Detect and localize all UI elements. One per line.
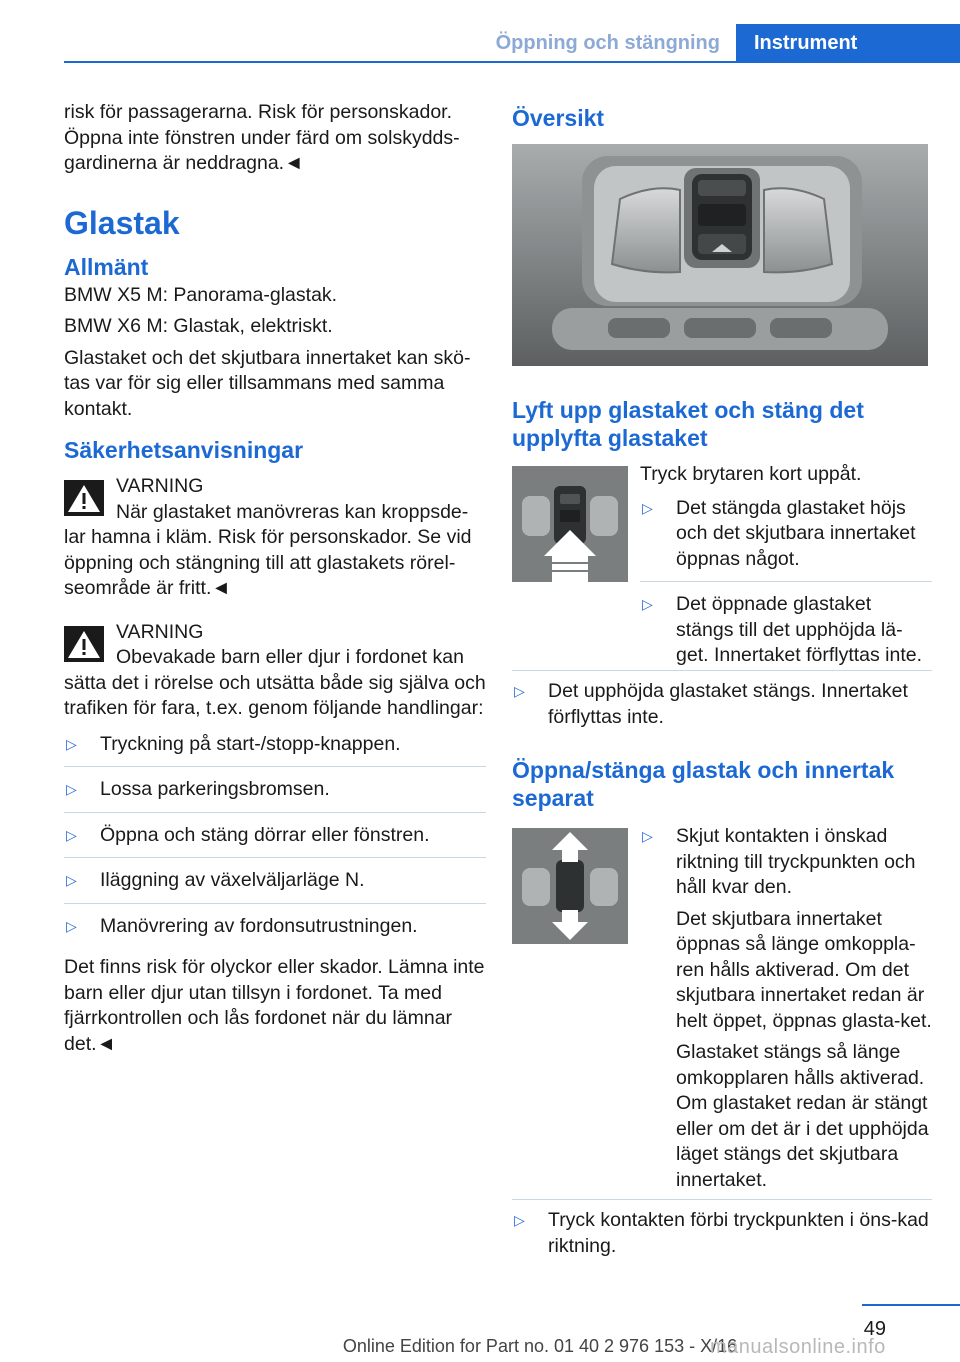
list-item: ▷ Det öppnade glastaket stängs till det upphöjda lä-get. Innertaket förflyttas inte. xyxy=(642,593,923,666)
separate-section xyxy=(512,824,932,1193)
overhead-console-photo xyxy=(512,144,928,366)
closing-text: Det finns risk för olyckor eller skador. Lämna inte barn eller djur utan tillsyn i fordonet. Ta med fjärrkontrollen och lås fordonet när du lämnar det.◄ xyxy=(64,956,485,1055)
separate-paragraph-2: Det skjutbara innertaket öppnas så länge omkoppla-ren hålls aktiverad. Om det skjutbara innertaket redan är helt öppet, öppnas glasta-ket. xyxy=(676,907,932,1032)
header-chapter-tab: Instrument xyxy=(736,24,960,62)
paragraph-x5m: BMW X5 M: Panorama-glastak. xyxy=(64,283,338,306)
switch-slide-photo xyxy=(512,828,628,944)
divider xyxy=(512,1199,932,1200)
list-item: ▷ Det upphöjda glastaket stängs. Innertaket förflyttas inte. xyxy=(514,680,908,728)
warning-text: Obevakade barn eller djur i fordonet kan sätta det i rörelse och utsätta både sig själva och trafiken för fara, t.ex. genom följande handlingar: xyxy=(64,646,486,719)
list-item: ▷ Tryckning på start-/stopp-knappen. xyxy=(64,732,486,772)
switch-push-up-photo xyxy=(512,466,628,582)
triangle-bullet-icon: ▷ xyxy=(66,917,77,934)
lift-section xyxy=(512,462,932,672)
lift-sublist xyxy=(640,496,932,669)
list-item: ▷ Tryck kontakten förbi tryckpunkten i öns-kad riktning. xyxy=(514,1209,929,1257)
triangle-bullet-icon: ▷ xyxy=(66,781,77,797)
triangle-bullet-icon: ▷ xyxy=(642,828,653,844)
separate-content xyxy=(640,824,932,1193)
list-item: ▷ Skjut kontakten i önskad riktning till tryckpunkten och håll kvar den. xyxy=(642,825,916,898)
intro-text: risk för passagerarna. Risk för personskador. Öppna inte fönstren under färd om solskydds-gardinerna är neddragna.◄ xyxy=(64,101,460,174)
warning-block-1 xyxy=(64,474,486,500)
warning-triangle-icon xyxy=(64,626,104,662)
triangle-bullet-icon: ▷ xyxy=(514,683,525,699)
footer-rule xyxy=(862,1304,960,1306)
list-item: ▷ Iläggning av växelväljarläge N. xyxy=(64,868,486,908)
separate-list xyxy=(640,824,932,901)
heading-safety: Säkerhetsanvisningar xyxy=(64,437,304,463)
lift-intro: Tryck brytaren kort uppåt. xyxy=(640,463,862,485)
warning-block-2 xyxy=(64,620,486,646)
triangle-bullet-icon: ▷ xyxy=(66,872,77,888)
header-section-title: Öppning och stängning xyxy=(495,32,720,54)
watermark: manualsonline.info xyxy=(710,1336,886,1358)
list-item: ▷ Lossa parkeringsbromsen. xyxy=(64,777,486,817)
lift-content xyxy=(640,462,932,669)
heading-separate: Öppna/stänga glastak och innertak separat xyxy=(512,757,895,811)
warning-title: VARNING xyxy=(116,475,204,497)
list-item: ▷ Det stängda glastaket höjs och det skjutbara innertaket öppnas något. xyxy=(640,496,932,587)
left-column xyxy=(64,100,486,1063)
heading-oversikt: Översikt xyxy=(512,105,605,131)
warning-triangle-icon xyxy=(64,480,104,516)
triangle-bullet-icon: ▷ xyxy=(514,1212,525,1228)
triangle-bullet-icon: ▷ xyxy=(642,499,653,516)
triangle-bullet-icon: ▷ xyxy=(642,596,653,612)
warning-title: VARNING xyxy=(116,620,204,643)
action-list xyxy=(64,732,486,954)
separate-mainlist xyxy=(512,1208,932,1259)
paragraph-general: Glastaket och det skjutbara innertaket kan skö-tas var för sig eller tillsammans med samma kontakt. xyxy=(64,346,471,420)
triangle-bullet-icon: ▷ xyxy=(66,826,77,843)
heading-lift: Lyft upp glastaket och stäng det upplyfta glastaket xyxy=(512,397,864,451)
warning-text: När glastaket manövreras kan kroppsde-lar hamna i kläm. Risk för personskador. Se vid öppning och stängning till att glastakets rörel-seområde är fritt.◄ xyxy=(64,500,472,599)
lift-mainlist xyxy=(512,679,932,730)
triangle-bullet-icon: ▷ xyxy=(66,735,77,752)
heading-allmant: Allmänt xyxy=(64,253,149,280)
edition-footer: Online Edition for Part no. 01 40 2 976 153 - X/16 xyxy=(342,1336,738,1356)
list-item: ▷ Manövrering av fordonsutrustningen. xyxy=(64,914,486,954)
right-column xyxy=(512,100,932,1259)
paragraph-x6m: BMW X6 M: Glastak, elektriskt. xyxy=(64,315,333,337)
heading-glastak: Glastak xyxy=(64,204,180,241)
page-number: 49 xyxy=(863,1318,886,1340)
separate-paragraph-3: Glastaket stängs så länge omkopplaren hålls aktiverad. Om glastaket redan är stängt eller om det är i det upphöjda läget stängs det skjutbara innertaket. xyxy=(676,1041,929,1191)
list-item: ▷ Öppna och stäng dörrar eller fönstren. xyxy=(64,823,486,863)
header-rule xyxy=(64,61,960,63)
